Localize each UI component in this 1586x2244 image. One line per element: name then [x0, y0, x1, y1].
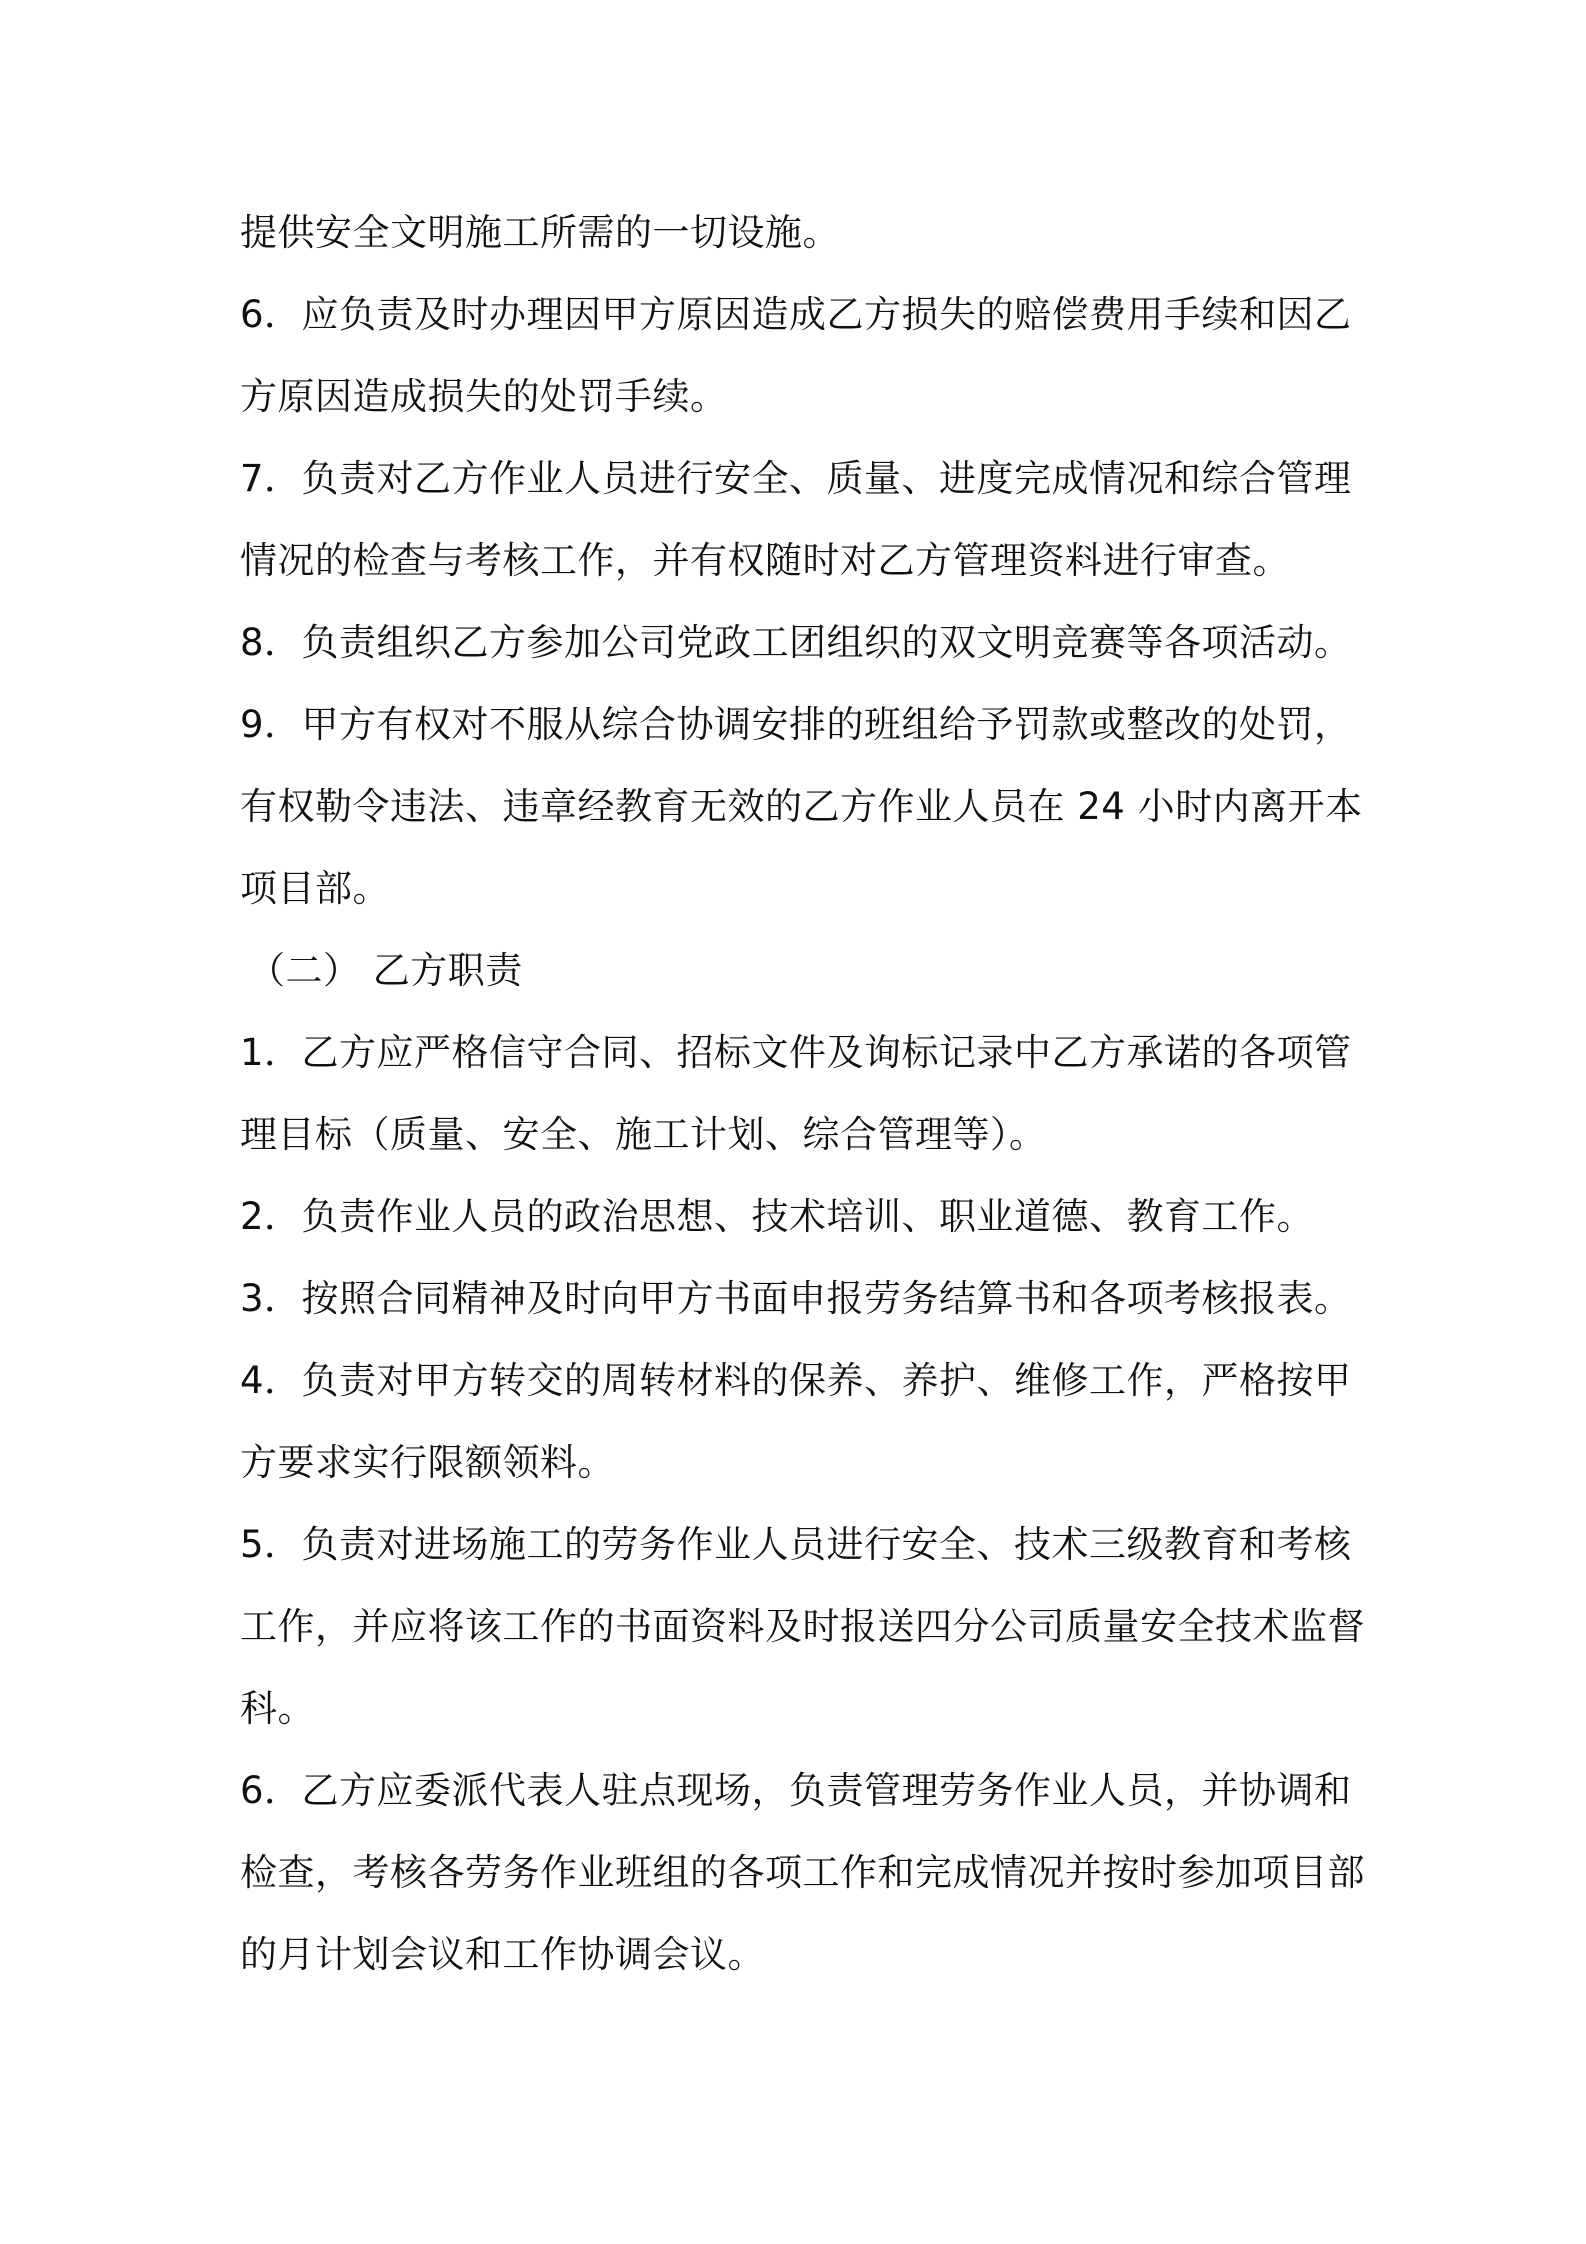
list-item-1: 1．乙方应严格信守合同、招标文件及询标记录中乙方承诺的各项管: [240, 1031, 1352, 1074]
document-body: [240, 192, 1365, 1996]
text-line: 的月计划会议和工作协调会议。: [240, 1933, 765, 1976]
list-item-9: 9．甲方有权对不服从综合协调安排的班组给予罚款或整改的处罚，: [240, 703, 1352, 746]
list-item-6: 6．应负责及时办理因甲方原因造成乙方损失的赔偿费用手续和因乙: [240, 293, 1352, 336]
text-line: 提供安全文明施工所需的一切设施。: [240, 211, 840, 254]
list-item-6b: 6．乙方应委派代表人驻点现场，负责管理劳务作业人员，并协调和: [240, 1769, 1352, 1812]
text-line: 方要求实行限额领料。: [240, 1441, 615, 1484]
text-line: 有权勒令违法、违章经教育无效的乙方作业人员在 24 小时内离开本: [240, 785, 1363, 828]
list-item-4: 4．负责对甲方转交的周转材料的保养、养护、维修工作，严格按甲: [240, 1359, 1352, 1402]
list-item-8: 8．负责组织乙方参加公司党政工团组织的双文明竞赛等各项活动。: [240, 621, 1352, 664]
text-line: 理目标（质量、安全、施工计划、综合管理等）。: [240, 1113, 1047, 1156]
text-line: 检查，考核各劳务作业班组的各项工作和完成情况并按时参加项目部: [240, 1851, 1365, 1894]
list-item-3: 3．按照合同精神及时向甲方书面申报劳务结算书和各项考核报表。: [240, 1277, 1352, 1320]
text-line: 方原因造成损失的处罚手续。: [240, 375, 728, 418]
section-heading: （二） 乙方职责: [248, 949, 523, 992]
text-line: 工作，并应将该工作的书面资料及时报送四分公司质量安全技术监督: [240, 1605, 1365, 1648]
list-item-7: 7．负责对乙方作业人员进行安全、质量、进度完成情况和综合管理: [240, 457, 1352, 500]
text-line: 科。: [240, 1687, 315, 1730]
list-item-2: 2．负责作业人员的政治思想、技术培训、职业道德、教育工作。: [240, 1195, 1315, 1238]
list-item-5: 5．负责对进场施工的劳务作业人员进行安全、技术三级教育和考核: [240, 1523, 1352, 1566]
text-line: 项目部。: [240, 867, 390, 910]
text-line: 情况的检查与考核工作，并有权随时对乙方管理资料进行审查。: [240, 539, 1290, 582]
